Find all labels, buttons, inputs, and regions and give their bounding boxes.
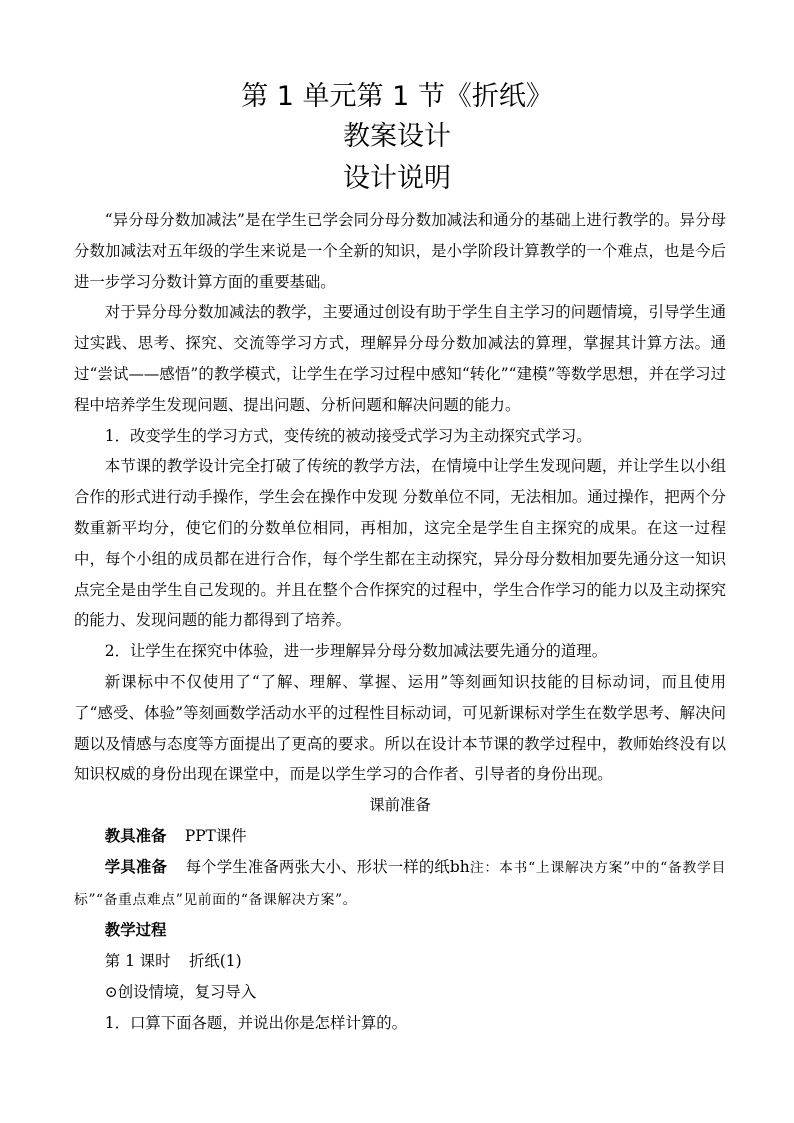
teacher-prep-label: 教具准备 <box>104 826 167 845</box>
section-title: 设计说明 <box>343 163 451 194</box>
document-body <box>74 205 726 1039</box>
list-item: 1．口算下面各题，并说出你是怎样计算的。 <box>104 1013 408 1032</box>
student-prep-line <box>74 852 726 916</box>
lesson-title: 折纸(1) <box>189 952 242 971</box>
paragraph: 对于异分母分数加减法的教学，主要通过创设有助于学生自主学习的问题情境，引导学生通过实践、思考、探究、交流等学习方式，理解异分母分数加减法的算理，掌握其计算方法。通过“尝试——感悟”的教学模式，让学生在学习过程中感知“转化”“建模”等数学思想，并在学习过程中培养学生发现问题、提出问题、分析问题和解决问题的能力。 <box>74 303 726 414</box>
lesson-line <box>74 946 726 977</box>
student-prep-value: 每个学生准备两张大小、形状一样的纸bh <box>185 857 470 876</box>
lesson-label: 第 1 课时 <box>104 952 171 971</box>
paragraph: 本节课的教学设计完全打破了传统的教学方法，在情境中让学生发现问题，并让学生以小组合作的形式进行动手操作，学生会在操作中发现 分数单位不同，无法相加。通过操作，把两个分数重新平均分，使它们的分数单位相同，再相加，这完全是学生自主探究的成果。在这一过程中，每个小组的成员都在进行合作，每个学生都在主动探究，异分母分数相加要先通分这一知识点完全是由学生自己发现的。并且在整个合作探究的过程中，学生合作学习的能力以及主动探究的能力、发现问题的能力都得到了培养。 <box>74 457 726 630</box>
point-heading: 1．改变学生的学习方式，变传统的被动接受式学习为主动探究式学习。 <box>104 426 592 445</box>
section-heading: 课前准备 <box>369 796 431 815</box>
doc-title: 第 1 单元第 1 节《折纸》 <box>241 81 553 112</box>
student-prep-label: 学具准备 <box>104 857 167 876</box>
paragraph: “异分母分数加减法”是在学生已学会同分母分数加减法和通分的基础上进行教学的。异分母分数加减法对五年级的学生来说是一个全新的知识，是小学阶段计算教学的一个难点，也是今后进一步学习分数计算方面的重要基础。 <box>74 211 726 291</box>
section-heading: 教学过程 <box>104 921 167 940</box>
teacher-prep-value: PPT课件 <box>184 826 247 845</box>
footnote: 注：本书“上课解决方案”中的“备教学目标”“备重点难点”见前面的“备课解决方案”。 <box>74 859 726 908</box>
point-heading: 2．让学生在探究中体验，进一步理解异分母分数加减法要先通分的道理。 <box>104 642 608 661</box>
doc-subtitle: 教案设计 <box>343 121 451 152</box>
step-heading: ⊙创设情境，复习导入 <box>104 982 257 1001</box>
paragraph: 新课标中不仅使用了“了解、理解、掌握、运用”等刻画知识技能的目标动词，而且使用了“感受、体验”等刻画数学活动水平的过程性目标动词，可见新课标对学生在数学思考、解决问题以及情感与态度等方面提出了更高的要求。所以在设计本节课的教学过程中，教师始终没有以知识权威的身份出现在课堂中，而是以学生学习的合作者、引导者的身份出现。 <box>74 672 726 784</box>
teacher-prep-line <box>74 821 726 852</box>
